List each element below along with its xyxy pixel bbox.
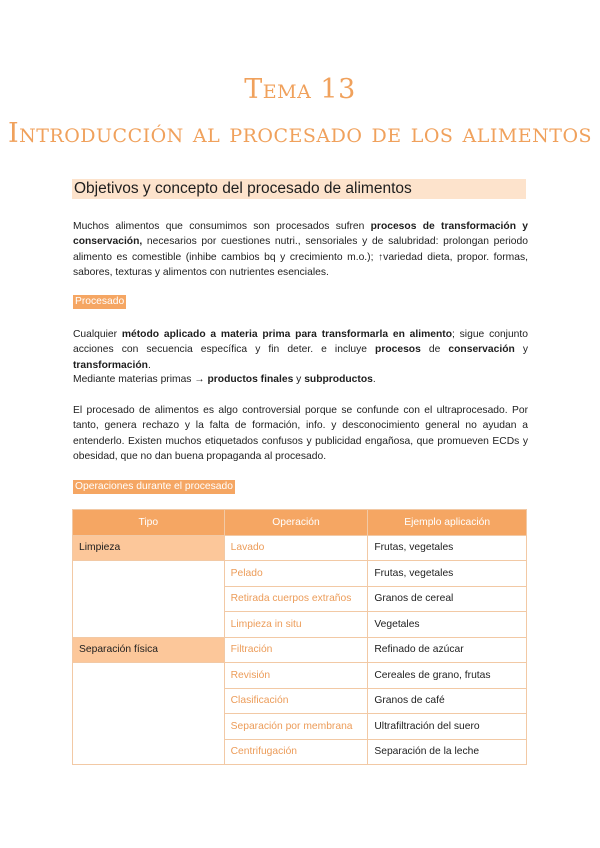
products-paragraph: Mediante materias primas → productos finales y subproductos. bbox=[73, 374, 376, 385]
cell-ejemplo: Separación de la leche bbox=[368, 739, 527, 765]
cell-operacion: Clasificación bbox=[224, 688, 368, 714]
cell-ejemplo: Granos de cereal bbox=[368, 586, 527, 612]
cell-operacion: Revisión bbox=[224, 663, 368, 689]
cell-operacion: Centrifugación bbox=[224, 739, 368, 765]
subheading-operaciones: Operaciones durante el procesado bbox=[75, 481, 233, 492]
cell-ejemplo: Refinado de azúcar bbox=[368, 637, 527, 663]
cell-tipo-merged bbox=[73, 663, 225, 765]
header-ejemplo: Ejemplo aplicación bbox=[368, 510, 527, 536]
cell-tipo: Limpieza bbox=[73, 535, 225, 561]
cell-ejemplo: Frutas, vegetales bbox=[368, 561, 527, 587]
table-header-row bbox=[73, 510, 527, 536]
cell-ejemplo: Ultrafiltración del suero bbox=[368, 714, 527, 740]
table-row bbox=[73, 637, 527, 663]
cell-operacion: Pelado bbox=[224, 561, 368, 587]
cell-tipo: Separación física bbox=[73, 637, 225, 663]
cell-operacion: Filtración bbox=[224, 637, 368, 663]
cell-tipo-merged bbox=[73, 561, 225, 638]
section-heading: Objetivos y concepto del procesado de alimentos bbox=[72, 179, 526, 199]
table-row bbox=[73, 535, 527, 561]
table-row bbox=[73, 561, 527, 587]
subheading-procesado: Procesado bbox=[75, 296, 125, 307]
cell-operacion: Retirada cuerpos extraños bbox=[224, 586, 368, 612]
cell-operacion: Lavado bbox=[224, 535, 368, 561]
cell-operacion: Limpieza in situ bbox=[224, 612, 368, 638]
chapter-number: Tema 13 bbox=[244, 74, 356, 105]
definition-paragraph: Cualquier método aplicado a materia prima para transformarla en alimento; sigue conjunto acciones con secuencia específica y fin deter. e incluye procesos de conservación y transformación. bbox=[73, 329, 529, 371]
cell-ejemplo: Frutas, vegetales bbox=[368, 535, 527, 561]
cell-ejemplo: Vegetales bbox=[368, 612, 527, 638]
intro-paragraph: Muchos alimentos que consumimos son procesados sufren procesos de transformación y conservación, necesarios por cuestiones nutri., sensoriales y de salubridad: prolongan periodo alimento es comestible (inhibe cambios bq y crecimiento m.o.); ↑variedad dieta, propor. formas, sabores, texturas y alimentos con nutrientes esenciales. bbox=[73, 221, 529, 279]
cell-ejemplo: Cereales de grano, frutas bbox=[368, 663, 527, 689]
cell-ejemplo: Granos de café bbox=[368, 688, 527, 714]
controversy-paragraph: El procesado de alimentos es algo controversial porque se confunde con el ultraprocesado. Por tanto, genera rechazo y la falta de formación, info. y desconocimiento general no ayudan a entenderlo. Existen muchos etiquetados confusos y publicidad engañosa, que promueven ECDs y obesidad, que no dan buena propaganda al procesado. bbox=[73, 405, 528, 463]
chapter-title: Introducción al procesado de los alimentos bbox=[7, 118, 593, 149]
cell-operacion: Separación por membrana bbox=[224, 714, 368, 740]
operations-table bbox=[72, 509, 527, 765]
table-row bbox=[73, 663, 527, 689]
header-operacion: Operación bbox=[224, 510, 368, 536]
header-tipo: Tipo bbox=[73, 510, 225, 536]
